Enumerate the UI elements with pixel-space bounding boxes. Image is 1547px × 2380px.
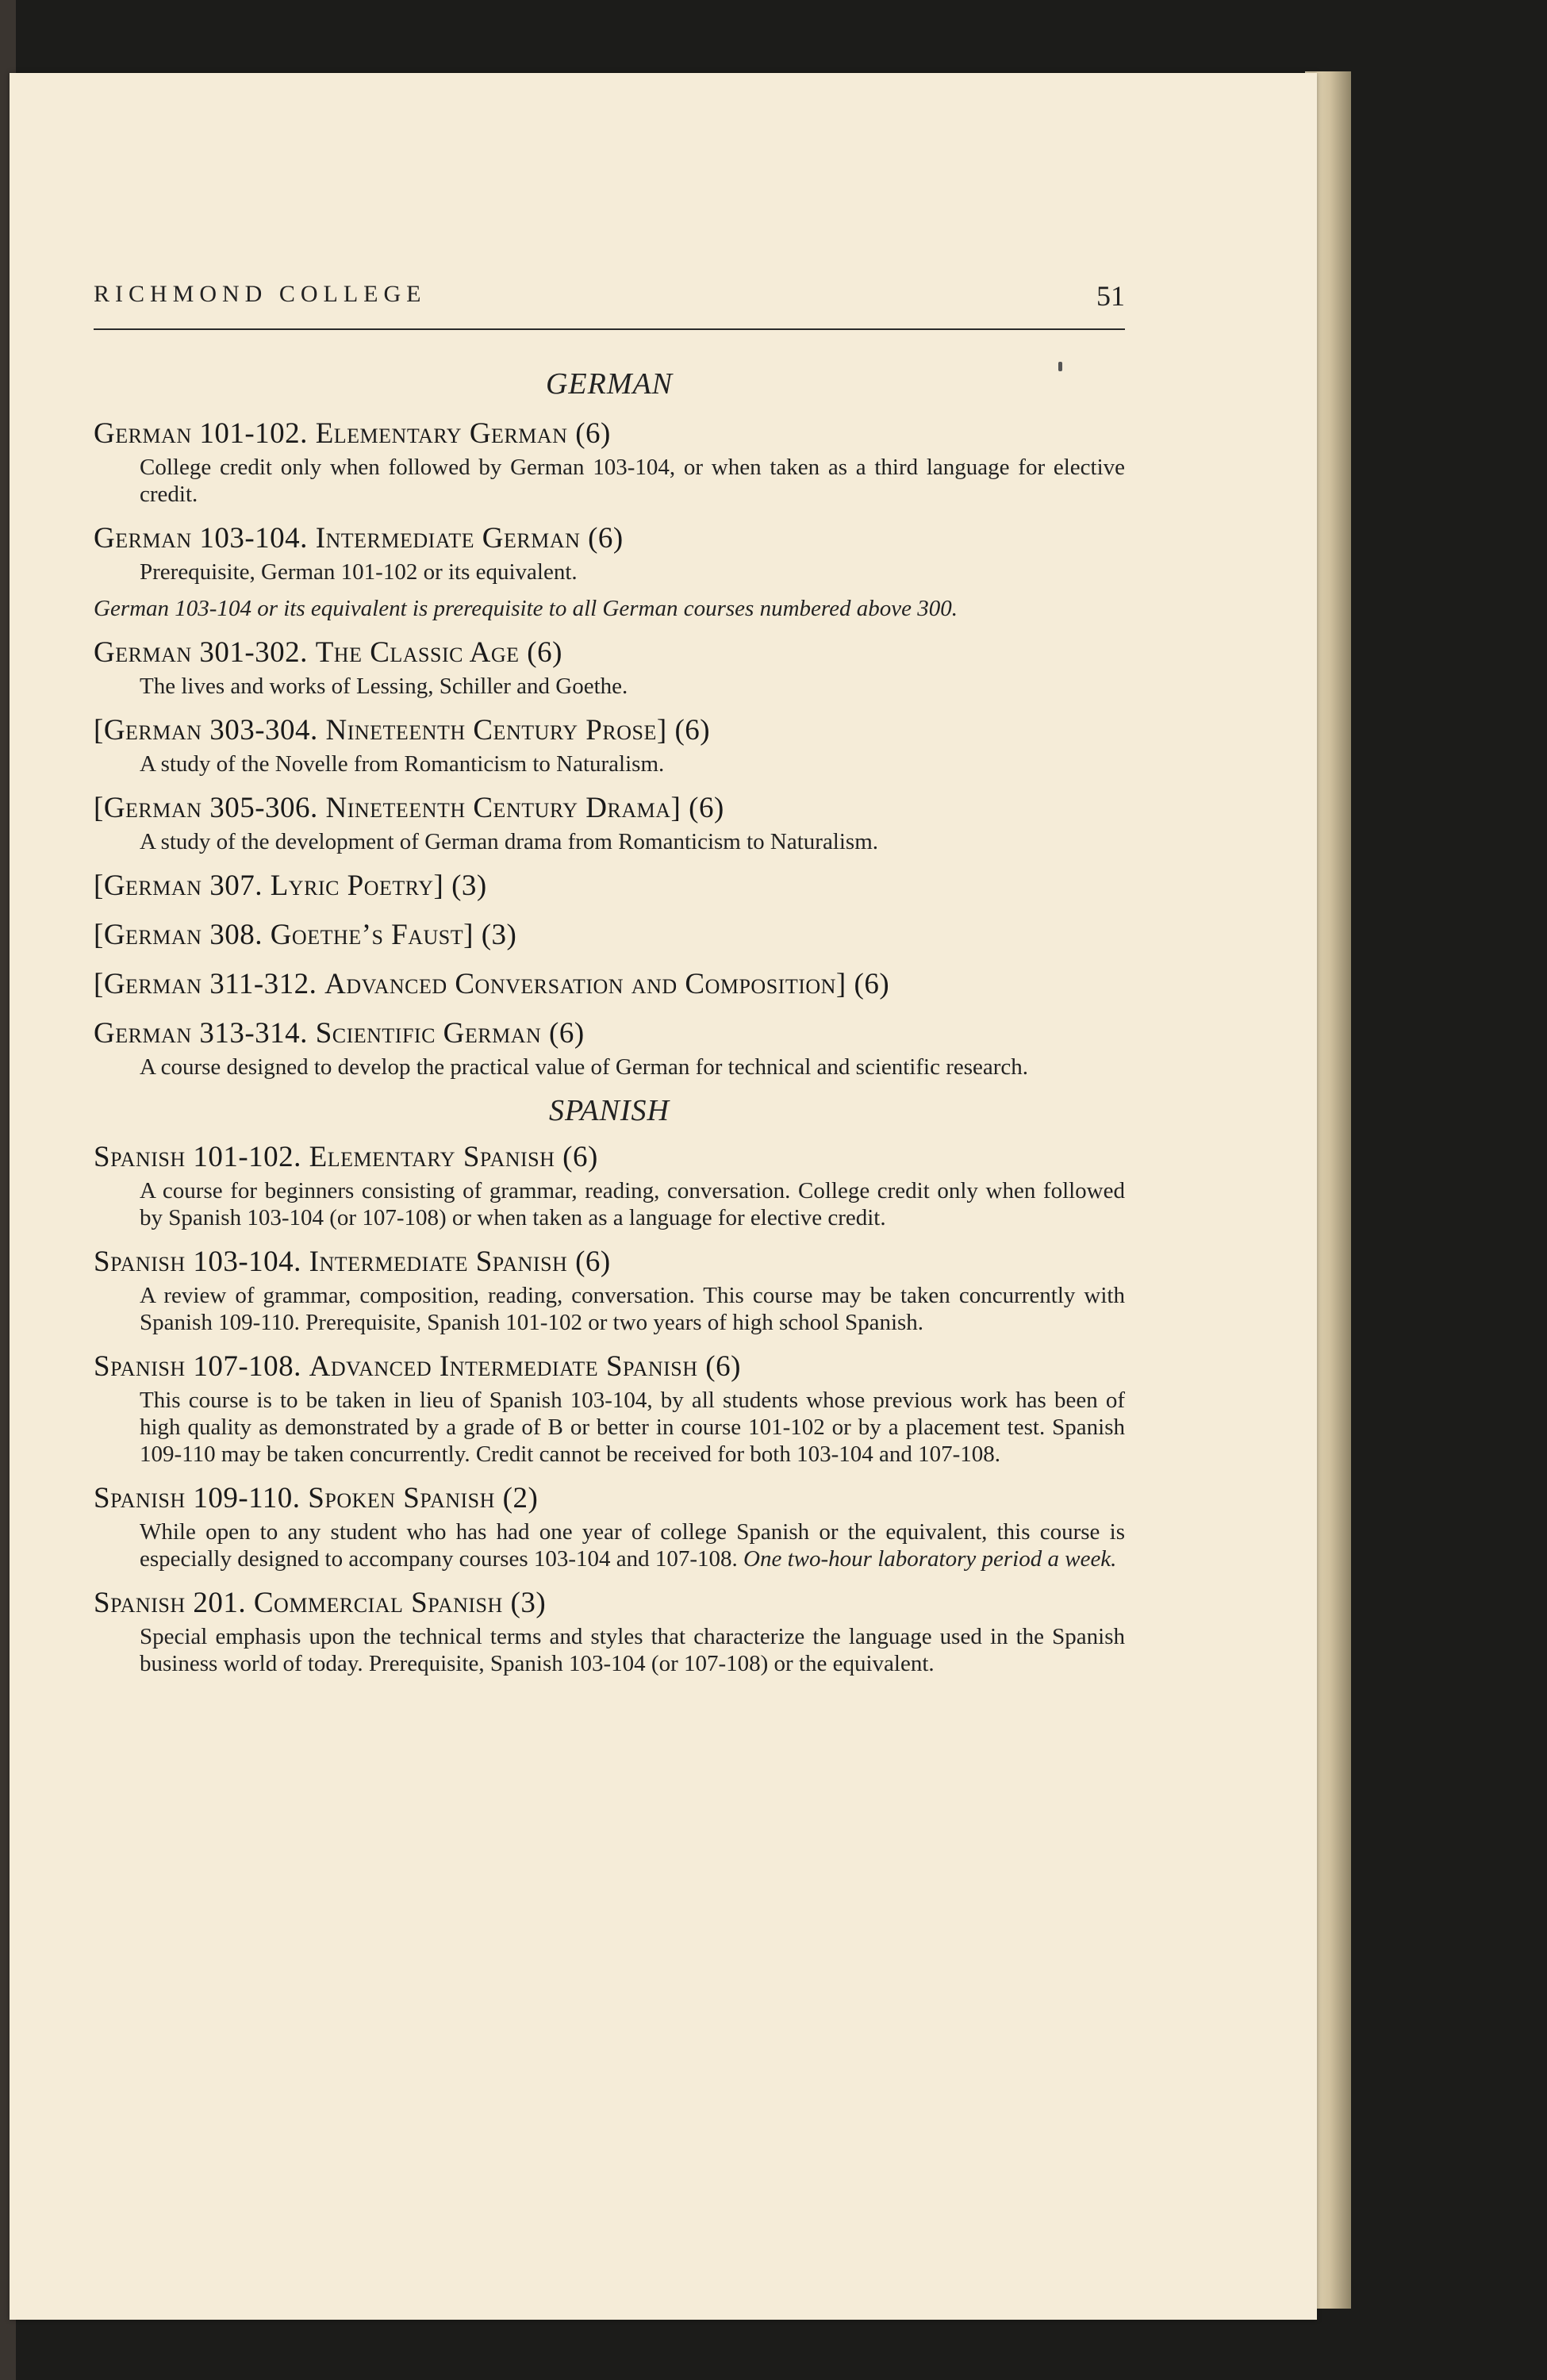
course-description: A review of grammar, composition, reading, conversation. This course may be taken concurrently with Spanish 109-110. Prerequisite, Spanish 101-102 or two years of high school Spanish. bbox=[140, 1283, 1125, 1335]
course-credits: (6) bbox=[674, 714, 711, 747]
course-title: Nineteenth Century Prose bbox=[325, 714, 657, 747]
course-entry bbox=[94, 712, 1125, 777]
course-heading bbox=[94, 868, 1125, 904]
course-title: The Classic Age bbox=[315, 636, 520, 669]
course-title: Elementary Spanish bbox=[309, 1141, 555, 1173]
course-entry bbox=[94, 1480, 1125, 1572]
course-code: German 305-306. bbox=[103, 792, 318, 824]
course-title: Nineteenth Century Drama bbox=[325, 792, 671, 824]
page-content bbox=[94, 279, 1125, 1690]
course-entry bbox=[94, 1015, 1125, 1081]
course-description-italic: One two-hour laboratory period a week. bbox=[743, 1546, 1117, 1572]
course-heading bbox=[94, 1349, 1125, 1385]
course-entry bbox=[94, 790, 1125, 855]
course-title: Scientific German bbox=[315, 1017, 542, 1050]
course-entry bbox=[94, 917, 1125, 954]
course-title: Lyric Poetry bbox=[270, 869, 434, 902]
course-title: Advanced Intermediate Spanish bbox=[309, 1350, 698, 1383]
course-heading bbox=[94, 966, 1125, 1003]
course-description: The lives and works of Lessing, Schiller and Goethe. bbox=[140, 674, 628, 699]
bracket-close: ] bbox=[835, 968, 846, 1000]
course-code: Spanish 107-108. bbox=[94, 1350, 301, 1383]
course-code: Spanish 103-104. bbox=[94, 1246, 301, 1278]
course-code: German 307. bbox=[103, 869, 263, 902]
course-code: German 313-314. bbox=[94, 1017, 308, 1050]
course-heading bbox=[94, 712, 1125, 749]
course-description: A course designed to develop the practical value of German for technical and scientific research. bbox=[140, 1054, 1029, 1080]
course-entry bbox=[94, 1349, 1125, 1468]
course-heading bbox=[94, 1244, 1125, 1280]
course-title: Spoken Spanish bbox=[308, 1482, 495, 1514]
course-description: A study of the development of German drama from Romanticism to Naturalism. bbox=[140, 829, 879, 854]
course-credits: (6) bbox=[689, 792, 724, 824]
bracket-open: [ bbox=[94, 968, 104, 1000]
course-credits: (3) bbox=[451, 869, 487, 902]
course-credits: (3) bbox=[481, 919, 517, 951]
bracket-open: [ bbox=[94, 869, 104, 902]
course-credits: (2) bbox=[502, 1482, 539, 1514]
course-credits: (6) bbox=[549, 1017, 585, 1050]
course-description: Special emphasis upon the technical terms and styles that characterize the language used in the Spanish business world of today. Prerequisite, Spanish 103-104 (or 107-108) or the equivalent. bbox=[140, 1624, 1125, 1676]
course-heading bbox=[94, 790, 1125, 827]
course-heading bbox=[94, 1585, 1125, 1622]
course-heading bbox=[94, 917, 1125, 954]
course-description: A course for beginners consisting of grammar, reading, conversation. College credit only when followed by Spanish 103-104 (or 107-108) or when taken as a language for elective credit. bbox=[140, 1178, 1125, 1230]
course-credits: (6) bbox=[562, 1141, 598, 1173]
course-code: Spanish 101-102. bbox=[94, 1141, 301, 1173]
bracket-close: ] bbox=[670, 792, 681, 824]
course-credits: (3) bbox=[510, 1587, 547, 1619]
course-title: Commercial Spanish bbox=[253, 1587, 503, 1619]
bracket-close: ] bbox=[656, 714, 667, 747]
course-credits: (6) bbox=[854, 968, 890, 1000]
course-description: This course is to be taken in lieu of Spanish 103-104, by all students whose previous work has been of high quality as demonstrated by a grade of B or better in course 101-102 or by a placement test. Spanish 109-110 may be taken concurrently. Credit cannot be received for both 103-104 and 107-108. bbox=[140, 1388, 1125, 1467]
bracket-close: ] bbox=[463, 919, 474, 951]
course-code: Spanish 109-110. bbox=[94, 1482, 301, 1514]
course-title: Intermediate Spanish bbox=[309, 1246, 568, 1278]
course-title: Advanced Conversation and Composition bbox=[324, 968, 836, 1000]
course-heading bbox=[94, 635, 1125, 671]
course-credits: (6) bbox=[575, 417, 611, 450]
course-code: Spanish 201. bbox=[94, 1587, 247, 1619]
course-credits: (6) bbox=[705, 1350, 741, 1383]
course-entry bbox=[94, 416, 1125, 508]
prerequisite-note: German 103-104 or its equivalent is prerequisite to all German courses numbered above 300. bbox=[94, 596, 958, 621]
bracket-open: [ bbox=[94, 919, 104, 951]
course-entry bbox=[94, 1585, 1125, 1677]
course-heading bbox=[94, 1480, 1125, 1517]
course-description bbox=[140, 1518, 1125, 1572]
course-description-text: While open to any student who has had one year of college Spanish or the equivalent, this course is especially designed to accompany courses 103-104 and 107-108. bbox=[140, 1519, 1125, 1572]
course-entry bbox=[94, 635, 1125, 700]
course-code: German 301-302. bbox=[94, 636, 308, 669]
course-credits: (6) bbox=[527, 636, 562, 669]
course-code: German 101-102. bbox=[94, 417, 308, 450]
course-credits: (6) bbox=[588, 522, 624, 555]
bracket-open: [ bbox=[94, 792, 104, 824]
course-credits: (6) bbox=[575, 1246, 611, 1278]
course-entry bbox=[94, 520, 1125, 585]
course-code: German 311-312. bbox=[103, 968, 317, 1000]
course-code: German 308. bbox=[103, 919, 263, 951]
section-title-german: GERMAN bbox=[545, 367, 674, 401]
course-entry bbox=[94, 1139, 1125, 1231]
course-code: German 303-304. bbox=[103, 714, 318, 747]
course-heading bbox=[94, 1015, 1125, 1052]
course-description: College credit only when followed by German 103-104, or when taken as a third language for elective credit. bbox=[140, 455, 1125, 507]
course-description: A study of the Novelle from Romanticism to Naturalism. bbox=[140, 751, 665, 777]
course-entry bbox=[94, 868, 1125, 904]
course-entry bbox=[94, 1244, 1125, 1336]
course-heading bbox=[94, 416, 1125, 452]
running-title: RICHMOND COLLEGE bbox=[94, 281, 427, 307]
course-entry bbox=[94, 966, 1125, 1003]
course-code: German 103-104. bbox=[94, 522, 308, 555]
section-title-spanish: SPANISH bbox=[549, 1094, 670, 1127]
bracket-close: ] bbox=[433, 869, 444, 902]
course-heading bbox=[94, 1139, 1125, 1176]
course-heading bbox=[94, 520, 1125, 557]
course-title: Goethe’s Faust bbox=[270, 919, 464, 951]
course-title: Elementary German bbox=[315, 417, 568, 450]
page-number: 51 bbox=[1096, 280, 1125, 312]
book-page bbox=[10, 73, 1317, 2320]
running-head bbox=[94, 279, 1125, 330]
course-title: Intermediate German bbox=[315, 522, 581, 555]
bracket-open: [ bbox=[94, 714, 104, 747]
course-description: Prerequisite, German 101-102 or its equivalent. bbox=[140, 559, 578, 585]
